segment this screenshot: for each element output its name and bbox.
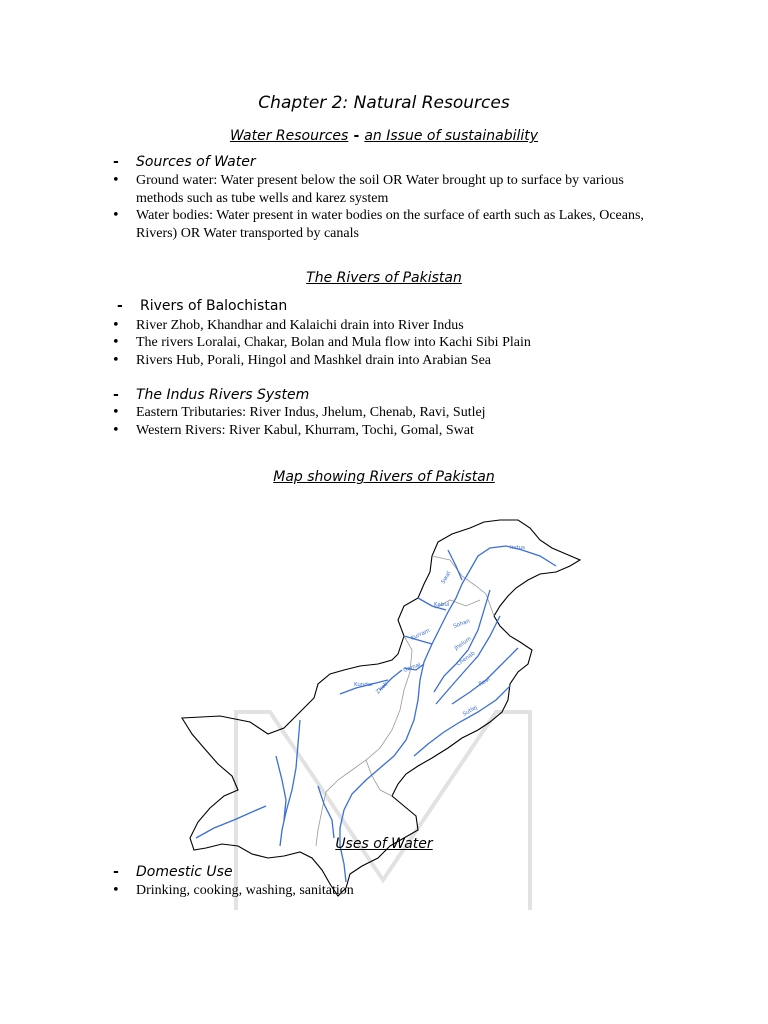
- bullet-domestic-use: Drinking, cooking, washing, sanitation: [136, 883, 354, 898]
- label-gomal: Gomal: [402, 662, 422, 674]
- heading-indus-rivers-system: The Indus Rivers System: [136, 387, 310, 403]
- dash-marker: -: [117, 298, 123, 314]
- section-title-rivers: The Rivers of Pakistan: [306, 270, 462, 286]
- river-balochistan-2: [276, 756, 286, 820]
- bullet-marker: •: [112, 353, 120, 368]
- bullet-marker: •: [112, 173, 120, 188]
- bullet-marker: •: [112, 883, 120, 898]
- label-zhob: Zhob: [375, 681, 390, 696]
- map-title: Map showing Rivers of Pakistan: [273, 469, 495, 485]
- dash-marker: -: [113, 387, 119, 403]
- title-part-2: an Issue of sustainability: [364, 128, 539, 144]
- bullet-eastern-tributaries: Eastern Tributaries: River Indus, Jhelum, Chenab, Ravi, Sutlej: [136, 405, 486, 420]
- label-swat: Swat: [440, 570, 453, 585]
- bullet-marker: •: [112, 405, 120, 420]
- heading-rivers-of-balochistan: Rivers of Balochistan: [140, 298, 288, 314]
- label-ravi: Ravi: [478, 676, 492, 688]
- label-indus: Indus: [510, 545, 525, 551]
- dash-marker: -: [113, 864, 119, 880]
- bullet-marker: •: [112, 335, 120, 350]
- dash-marker: -: [113, 154, 119, 170]
- bullet-marker: •: [112, 318, 120, 333]
- heading-domestic-use: Domestic Use: [136, 864, 233, 880]
- watermark-logo: [236, 712, 530, 910]
- section-title-uses-of-water: Uses of Water: [335, 836, 433, 852]
- label-sohan: Sohan: [452, 618, 471, 630]
- river-balochistan-3: [196, 806, 266, 838]
- heading-sources-of-water: Sources of Water: [136, 154, 256, 170]
- chapter-title: Chapter 2: Natural Resources: [258, 93, 510, 113]
- bullet-marker: •: [112, 208, 120, 223]
- province-border: [316, 556, 494, 846]
- label-jhelum: Jhelum: [453, 635, 473, 652]
- bullet-ground-water: Ground water: Water present below the soil OR Water brought up to surface by various methods such as tube wells and karez system: [136, 173, 624, 206]
- title-part-1: Water Resources: [229, 128, 349, 144]
- bullet-marker: •: [112, 423, 120, 438]
- label-kabul: Kabul: [434, 602, 450, 608]
- bullet-western-rivers: Western Rivers: River Kabul, Khurram, Tochi, Gomal, Swat: [136, 423, 474, 438]
- label-kundar: Kundar: [354, 682, 374, 688]
- label-kurram: Kurram: [410, 627, 431, 642]
- label-sutlej: Sutlej: [462, 704, 479, 718]
- bullet-balochistan-1: River Zhob, Khandhar and Kalaichi drain into River Indus: [136, 318, 464, 333]
- bullet-balochistan-2: The rivers Loralai, Chakar, Bolan and Mula flow into Kachi Sibi Plain: [136, 335, 531, 350]
- bullet-balochistan-3: Rivers Hub, Porali, Hingol and Mashkel drain into Arabian Sea: [136, 353, 491, 368]
- bullet-water-bodies: Water bodies: Water present in water bodies on the surface of earth such as Lakes, Oceans, Rivers) OR Water transported by canals: [136, 208, 644, 241]
- river-sutlej: [414, 686, 510, 756]
- label-chenab: Chenab: [455, 650, 477, 668]
- title-dash: -: [353, 128, 360, 144]
